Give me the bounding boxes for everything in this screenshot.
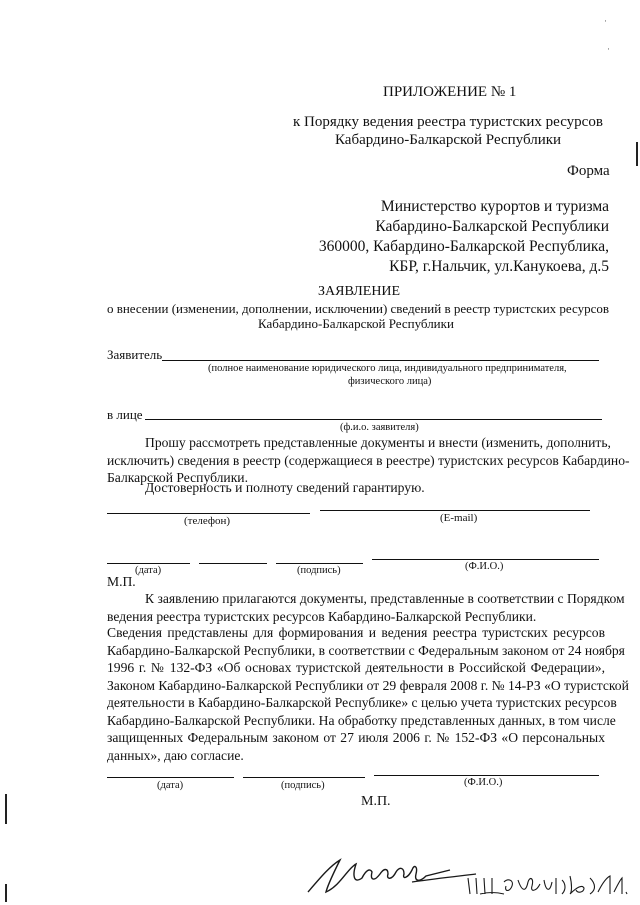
name-input-line-2[interactable] — [374, 775, 599, 776]
guarantee-text: Достоверность и полноту сведений гарантирую. — [145, 480, 425, 495]
document-subtitle-line2: Кабардино-Балкарской Республики — [258, 316, 454, 331]
applicant-input-line[interactable] — [162, 360, 599, 361]
signature-label-2: (подпись) — [281, 780, 325, 791]
date-input-line-1[interactable] — [107, 563, 190, 564]
email-label: (E-mail) — [440, 512, 478, 524]
date-label-1: (дата) — [135, 565, 162, 576]
consent-line: 1996 г. № 132-ФЗ «Об основах туристской деятельности в Российской Федерации», — [107, 660, 605, 675]
addressee-line2: Кабардино-Балкарской Республики — [375, 218, 609, 235]
margin-mark — [5, 884, 7, 902]
name-label-1: (Ф.И.О.) — [465, 561, 504, 572]
signature-input-line-2[interactable] — [243, 777, 365, 778]
margin-mark — [5, 794, 7, 824]
attachments-line1: К заявлению прилагаются документы, представленные в соответствии с Порядком — [145, 591, 625, 606]
date-input-line-2[interactable] — [107, 777, 234, 778]
phone-label: (телефон) — [184, 515, 231, 527]
stamp-placeholder-2: М.П. — [361, 794, 391, 809]
representative-input-line[interactable] — [145, 419, 602, 420]
consent-line: деятельности в Кабардино-Балкарской Республике» с целью учета туристских ресурсов — [107, 695, 617, 710]
request-line2: исключить) сведения в реестр (содержащиеся в реестре) туристских ресурсов Кабардино- — [107, 452, 630, 468]
request-line3: Балкарской Республики. — [107, 470, 248, 485]
extra-input-line-1[interactable] — [199, 563, 267, 564]
consent-paragraph — [107, 624, 629, 764]
applicant-label: Заявитель — [107, 347, 163, 362]
addressee-line1: Министерство курортов и туризма — [380, 198, 609, 215]
attachments-paragraph — [107, 590, 625, 625]
applicant-hint-line1: (полное наименование юридического лица, индивидуального предпринимателя, — [208, 363, 567, 374]
request-line1: Прошу рассмотреть представленные документы и внести (изменить, дополнить, — [145, 435, 611, 450]
scan-speck: · — [604, 16, 607, 26]
consent-line: Кабардино-Балкарской Республики. На обработку представленных данных, в том числе — [107, 712, 616, 728]
addressee-line3: 360000, Кабардино-Балкарской Республика, — [318, 238, 609, 255]
scan-speck: · — [607, 44, 610, 54]
appendix-title: ПРИЛОЖЕНИЕ № 1 — [383, 84, 517, 100]
form-label: Форма — [567, 163, 610, 179]
consent-line: Законом Кабардино-Балкарской Республики от 29 февраля 2008 г. № 14-РЗ «О туристской — [107, 677, 629, 693]
document-title: ЗАЯВЛЕНИЕ — [318, 284, 401, 299]
stamp-placeholder-1: М.П. — [107, 574, 136, 589]
name-label-2: (Ф.И.О.) — [464, 777, 503, 788]
appendix-subtitle-line1: к Порядку ведения реестра туристских ресурсов — [293, 114, 603, 130]
consent-line: Кабардино-Балкарской Республики, в соответствии с Федеральным законом от 24 ноября — [107, 642, 625, 658]
consent-line: Сведения представлены для формирования и ведения реестра туристских ресурсов — [107, 625, 605, 640]
addressee-line4: КБР, г.Нальчик, ул.Канукоева, д.5 — [389, 258, 609, 275]
addressee-block — [319, 197, 609, 277]
phone-input-line[interactable] — [107, 513, 310, 514]
signature-label-1: (подпись) — [297, 565, 341, 576]
applicant-hint-line2: физического лица) — [348, 376, 432, 387]
signature-input-line-1[interactable] — [276, 563, 363, 564]
handwritten-signature — [300, 848, 630, 900]
name-input-line-1[interactable] — [372, 559, 599, 560]
margin-mark — [636, 142, 638, 166]
representative-label: в лице — [107, 407, 143, 422]
email-input-line[interactable] — [320, 510, 590, 511]
date-label-2: (дата) — [157, 780, 184, 791]
attachments-line2: ведения реестра туристских ресурсов Кабардино-Балкарской Республики. — [107, 608, 537, 624]
consent-line: данных», даю согласие. — [107, 747, 244, 763]
consent-line: защищенных Федеральным законом от 27 июля 2006 г. № 152-ФЗ «О персональных — [107, 730, 605, 745]
representative-hint: (ф.и.о. заявителя) — [340, 422, 419, 433]
request-paragraph — [107, 434, 630, 487]
document-subtitle-line1: о внесении (изменении, дополнении, исключении) сведений в реестр туристских ресурсов — [106, 301, 610, 316]
appendix-subtitle-line2: Кабардино-Балкарской Республики — [335, 132, 562, 148]
